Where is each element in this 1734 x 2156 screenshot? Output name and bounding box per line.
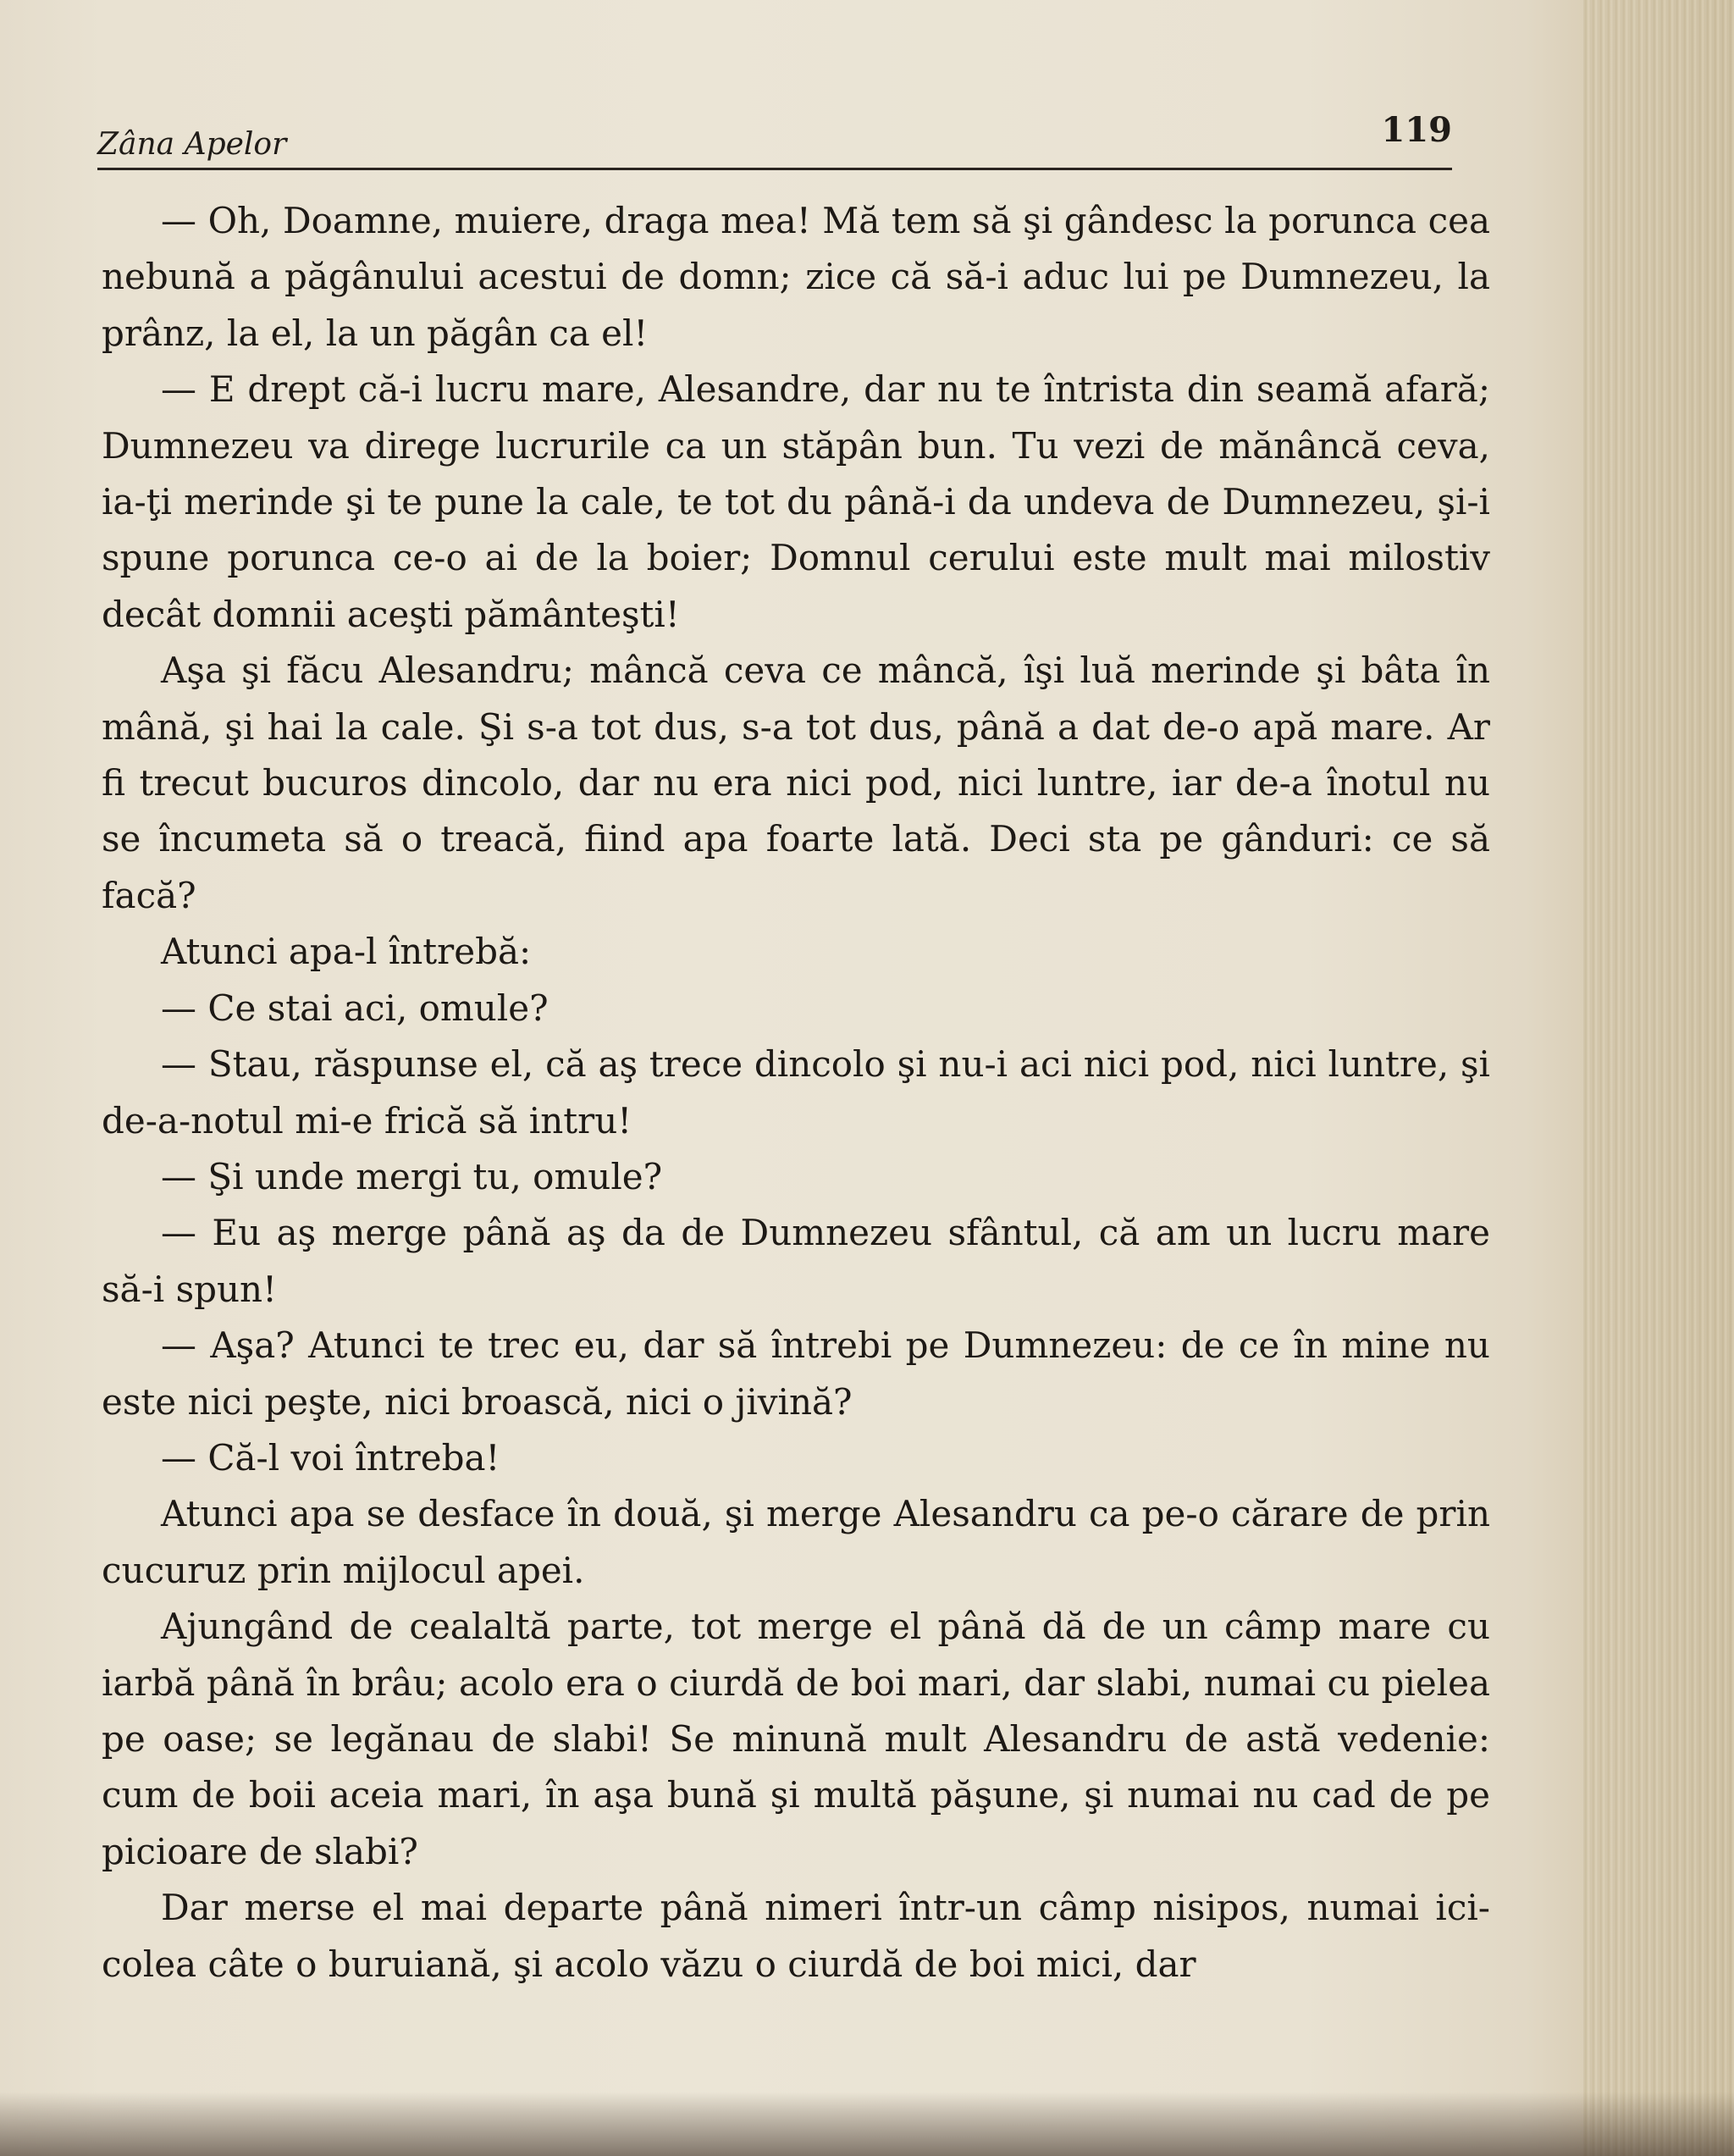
paragraph: Aşa şi făcu Alesandru; mâncă ceva ce mâncă, îşi luă merinde şi bâta în mână, şi hai la cale. Şi s-a tot dus, s-a tot dus, până a dat de-o apă mare. Ar fi trecut bucuros dincolo, dar nu era nici pod, nici luntre, iar de-a înotul nu se încumeta să o treacă, fiind apa foarte lată. Deci sta pe gânduri: ce să facă?	[102, 650, 1490, 916]
paragraph: — Că-l voi întreba!	[161, 1436, 500, 1479]
paragraph: — Oh, Doamne, muiere, draga mea! Mă tem să şi gândesc la porunca cea nebună a păgânului acestui de domn; zice că să-i aduc lui pe Dumnezeu, la prânz, la el, la un păgân ca el!	[102, 200, 1490, 354]
paragraph: — Şi unde mergi tu, omule?	[161, 1155, 663, 1197]
paragraph: — Aşa? Atunci te trec eu, dar să întrebi pe Dumnezeu: de ce în mine nu este nici peşte, nici broască, nici o jivină?	[102, 1324, 1490, 1423]
body-text	[102, 193, 1490, 1993]
page-number: 119	[1381, 110, 1452, 150]
header-rule	[97, 168, 1452, 170]
paragraph: — Stau, răspunse el, că aş trece dincolo şi nu-i aci nici pod, nici luntre, şi de-a-notul mi-e frică să intru!	[102, 1043, 1490, 1142]
bottom-shadow	[0, 2092, 1734, 2156]
page-edges	[1583, 0, 1734, 2156]
paragraph: Atunci apa se desface în două, şi merge Alesandru ca pe-o cărare de prin cucuruz prin mijlocul apei.	[102, 1493, 1490, 1591]
page-header	[97, 110, 1452, 169]
running-title: Zâna Apelor	[97, 127, 287, 162]
paragraph: — Eu aş merge până aş da de Dumnezeu sfântul, că am un lucru mare să-i spun!	[102, 1212, 1490, 1310]
paragraph: — E drept că-i lucru mare, Alesandre, dar nu te întrista din seamă afară; Dumnezeu va direge lucrurile ca un stăpân bun. Tu vezi de mănâncă ceva, ia-ţi merinde şi te pune la cale, te tot du până-i da undeva de Dumnezeu, şi-i spune porunca ce-o ai de la boier; Domnul cerului este mult mai milostiv decât domnii aceşti pământeşti!	[102, 368, 1490, 635]
paragraph: — Ce stai aci, omule?	[161, 987, 549, 1029]
paragraph: Dar merse el mai departe până nimeri într-un câmp nisipos, numai ici-colea câte o buruiană, şi acolo văzu o ciurdă de boi mici, dar	[102, 1887, 1490, 1985]
paragraph: Atunci apa-l întrebă:	[161, 931, 532, 973]
paragraph: Ajungând de cealaltă parte, tot merge el până dă de un câmp mare cu iarbă până în brâu; acolo era o ciurdă de boi mari, dar slabi, numai cu pielea pe oase; se legănau de slabi! Se minună mult Alesandru de astă vedenie: cum de boii aceia mari, în aşa bună şi multă păşune, şi numai nu cad de pe picioare de slabi?	[102, 1606, 1490, 1872]
